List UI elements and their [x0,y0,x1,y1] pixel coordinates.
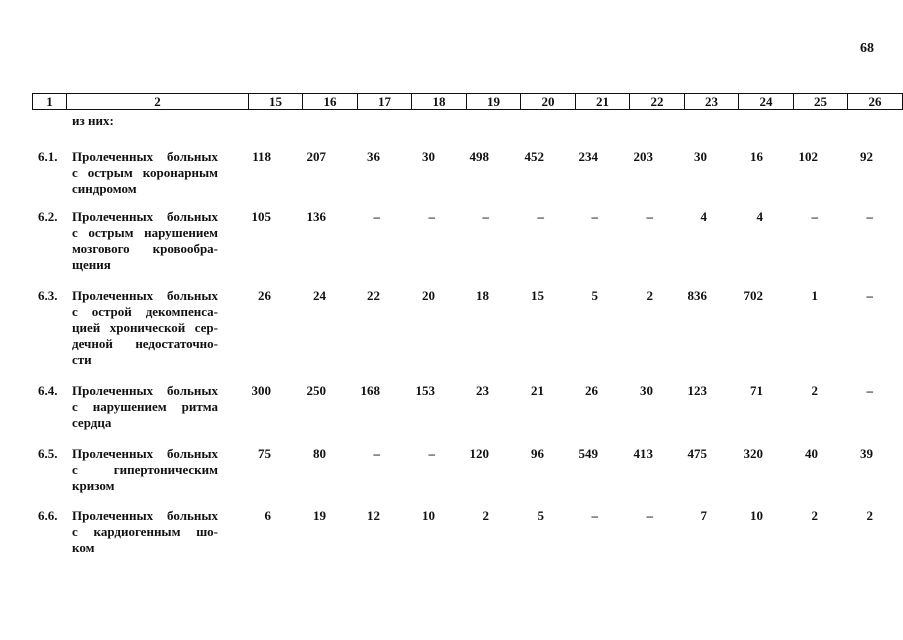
cell-col-21: 549 [578,446,598,461]
cell-col-16: 80 [313,446,326,461]
cell-col-23: 475 [687,446,707,461]
cell-col-21: 5 [591,288,598,303]
description-line: сердца [72,415,112,430]
row-description [72,508,218,556]
cell-col-22: 30 [640,383,653,398]
cell-col-25: 40 [805,446,818,461]
cell-col-20: 96 [531,446,544,461]
cell-col-18: – [428,209,435,224]
description-line: мозгового кровообра- [72,241,218,256]
cell-col-19: 120 [469,446,489,461]
header-col-16: 16 [303,94,358,110]
cell-col-17: 12 [367,508,380,523]
row-code: 6.2. [38,209,58,224]
cell-col-25: 2 [811,508,818,523]
cell-col-22: 203 [633,149,653,164]
cell-col-16: 207 [306,149,326,164]
cell-col-16: 24 [313,288,326,303]
cell-col-18: 20 [422,288,435,303]
cell-col-19: 23 [476,383,489,398]
cell-col-25: 102 [798,149,818,164]
cell-col-23: 30 [694,149,707,164]
column-number-header [32,93,903,110]
cell-col-15: 118 [252,149,271,164]
cell-col-18: – [428,446,435,461]
cell-col-20: 5 [537,508,544,523]
header-col-24: 24 [739,94,794,110]
cell-col-16: 250 [306,383,326,398]
row-description [72,209,218,273]
cell-col-24: 4 [756,209,763,224]
header-col-21: 21 [576,94,630,110]
description-line: Пролеченных больных [72,383,218,398]
row-description [72,383,218,431]
cell-col-26: 2 [866,508,873,523]
description-line: Пролеченных больных [72,288,218,303]
cell-col-26: – [866,288,873,303]
row-description [72,149,218,197]
description-line: кризом [72,478,115,493]
cell-col-16: 136 [306,209,326,224]
cell-col-17: – [373,446,380,461]
description-line: с острым коронарным [72,165,218,180]
cell-col-17: 168 [360,383,380,398]
cell-col-25: 1 [811,288,818,303]
description-line: с нарушением ритма [72,399,218,414]
description-line: дечной недостаточно- [72,336,218,351]
subheading: из них: [72,113,114,128]
cell-col-18: 30 [422,149,435,164]
cell-col-23: 4 [700,209,707,224]
cell-col-23: 7 [700,508,707,523]
cell-col-22: 413 [633,446,653,461]
description-line: Пролеченных больных [72,446,218,461]
cell-col-15: 6 [264,508,271,523]
header-col-25: 25 [794,94,848,110]
header-col-20: 20 [521,94,576,110]
cell-col-22: – [646,209,653,224]
row-code: 6.1. [38,149,58,164]
cell-col-15: 300 [251,383,271,398]
description-line: Пролеченных больных [72,508,218,523]
description-line: ком [72,540,95,555]
cell-col-25: – [811,209,818,224]
cell-col-17: – [373,209,380,224]
description-line: с кардиогенным шо- [72,524,218,539]
description-line: с острым нарушением [72,225,218,240]
cell-col-23: 836 [687,288,707,303]
cell-col-19: 18 [476,288,489,303]
cell-col-24: 16 [750,149,763,164]
cell-col-26: 92 [860,149,873,164]
cell-col-21: 234 [578,149,598,164]
description-line: сти [72,352,92,367]
cell-col-20: 21 [531,383,544,398]
row-code: 6.6. [38,508,58,523]
description-line: с острой декомпенса- [72,304,218,319]
row-description [72,446,218,494]
cell-col-18: 153 [415,383,435,398]
cell-col-24: 702 [743,288,763,303]
header-col-23: 23 [685,94,739,110]
cell-col-20: 15 [531,288,544,303]
header-col-19: 19 [467,94,521,110]
cell-col-25: 2 [811,383,818,398]
cell-col-19: 2 [482,508,489,523]
header-col-26: 26 [848,94,903,110]
row-description [72,288,218,368]
cell-col-17: 36 [367,149,380,164]
cell-col-26: 39 [860,446,873,461]
description-line: Пролеченных больных [72,149,218,164]
description-line: синдромом [72,181,137,196]
page-number: 68 [860,41,874,56]
cell-col-21: 26 [585,383,598,398]
description-line: Пролеченных больных [72,209,218,224]
cell-col-18: 10 [422,508,435,523]
header-col-22: 22 [630,94,685,110]
cell-col-24: 10 [750,508,763,523]
cell-col-22: 2 [646,288,653,303]
cell-col-26: – [866,209,873,224]
description-line: цией хронической сер- [72,320,218,335]
cell-col-15: 26 [258,288,271,303]
header-col-1: 1 [33,94,67,110]
header-col-2: 2 [67,94,249,110]
cell-col-24: 320 [743,446,763,461]
cell-col-21: – [591,209,598,224]
cell-col-19: – [482,209,489,224]
cell-col-22: – [646,508,653,523]
cell-col-19: 498 [469,149,489,164]
row-code: 6.4. [38,383,58,398]
header-col-17: 17 [358,94,412,110]
description-line: с гипертоническим [72,462,218,477]
cell-col-15: 75 [258,446,271,461]
cell-col-16: 19 [313,508,326,523]
row-code: 6.3. [38,288,58,303]
row-code: 6.5. [38,446,58,461]
cell-col-21: – [591,508,598,523]
cell-col-26: – [866,383,873,398]
cell-col-20: 452 [524,149,544,164]
header-col-15: 15 [249,94,303,110]
cell-col-20: – [537,209,544,224]
cell-col-24: 71 [750,383,763,398]
cell-col-17: 22 [367,288,380,303]
header-col-18: 18 [412,94,467,110]
description-line: щения [72,257,111,272]
cell-col-23: 123 [687,383,707,398]
cell-col-15: 105 [251,209,271,224]
